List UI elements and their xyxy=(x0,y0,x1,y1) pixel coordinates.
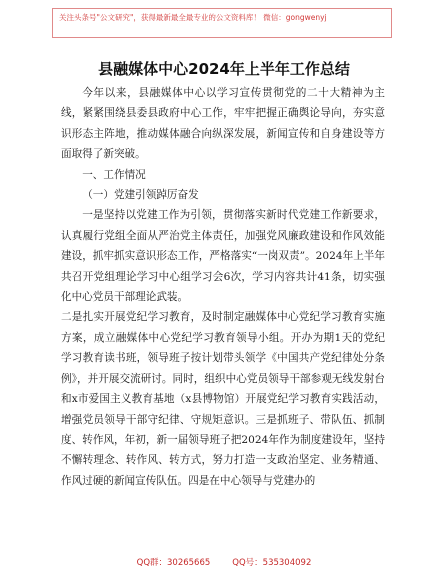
intro-paragraph: 今年以来，县融媒体中心以学习宣传贯彻党的二十大精神为主线，紧紧围绕县委县政府中心工作，牢牢把握正确舆论导向，夯实意识形态主阵地，推动媒体融合向纵深发展，新闻宣传和自身建设等方面取得了新突破。 xyxy=(61,87,385,161)
subsection-heading: （一）党建引领踔厉奋发 xyxy=(82,189,199,202)
document-title: 县融媒体中心2024年上半年工作总结 xyxy=(98,60,350,78)
footer-qq-number: QQ号：535304092 xyxy=(232,558,312,568)
body-paragraph: 一是坚持以党建工作为引领，贯彻落实新时代党建工作新要求，认真履行党组全面从严治党主体责任，加强党风廉政建设和作风效能建设，抓牢抓实意识形态工作，严格落实“一岗双责”。2024年上半年共召开党组理论学习中心组学习会6次，学习内容共计41条，切实强化中心党员干部理论武装。 xyxy=(61,209,385,304)
body-paragraph: 二是扎实开展党纪学习教育，及时制定融媒体中心党纪学习教育实施方案，成立融媒体中心党纪学习教育领导小组。开办为期1天的党纪学习教育读书班，领导班子按计划带头领学《中国共产党纪律处分条例》，并开展交流研讨。同时，组织中心党员领导干部参观无线发射台和x市爱国主义教育基地（x县博物馆）开展党纪学习教育实践活动，增强党员领导干部守纪律、守规矩意识。三是抓班子、带队伍、抓制度、转作风，年初，新一届领导班子把2024年作为制度建设年，坚持不懈转理念、转作风、转方式，努力打造一支政治坚定、业务精通、作风过硬的新闻宣传队伍。四是在中心领导与党建办的 xyxy=(61,311,385,487)
document-body xyxy=(61,83,385,491)
promo-banner xyxy=(52,8,392,38)
section-heading: 一、工作情况 xyxy=(82,168,146,181)
page-footer xyxy=(0,556,448,568)
promo-banner-text: 关注头条号"公文研究"，获得最新最全最专业的公文资料库！ 微信：gongwenyj xyxy=(59,13,327,22)
footer-qq-group: QQ群：30265665 xyxy=(136,558,211,568)
